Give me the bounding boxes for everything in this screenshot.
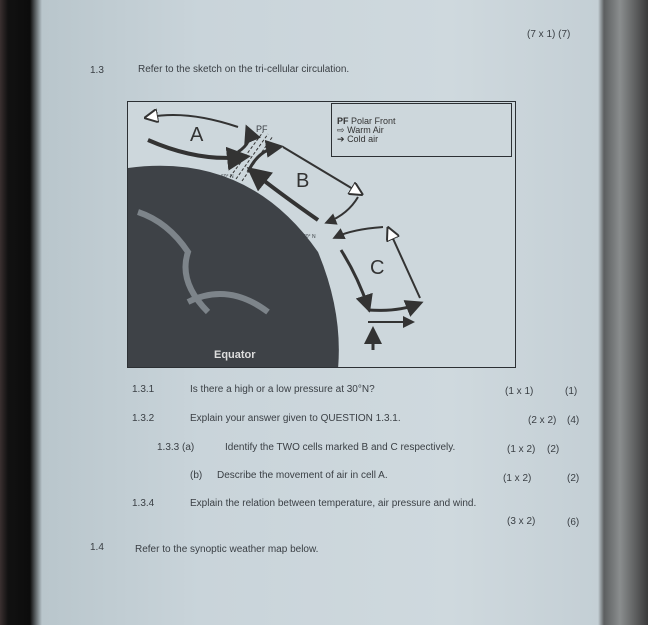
legend-item: ➔ Cold air bbox=[337, 134, 379, 144]
screen-photo: (7 x 1) (7) 1.3 Refer to the sketch on the tri-cellular circulation. A B C PF 60° N 30° N Equator PF Polar Front ⇨ Warm Air ➔ Cold air 1.3.1 Is there a high or a low pressure at 30°N? (1 x 1) (1) 1.3.2 Explain your answer given to QUESTION 1.3.1. (2 x 2) (4) 1.3.3 (a) Identify the TWO cells marked B and C respectively. (1 x 2) (2) (b) Describe the movement of air in cell A. (1 x 2) (2) 1.3.4 Explain the relation between temperature, air pressure and wind. (3 x 2) (6) 1.4 Refer to the synoptic weather map below. bbox=[0, 0, 648, 625]
legend-item: ⇨ Warm Air bbox=[337, 125, 384, 135]
equator-label: Equator bbox=[214, 349, 256, 361]
polar-front-label: PF bbox=[256, 124, 268, 134]
legend bbox=[331, 103, 512, 157]
warm-air-arrow-icon: ⇨ bbox=[337, 125, 345, 135]
cold-air-arrow-icon: ➔ bbox=[337, 134, 345, 144]
question-text: Refer to the sketch on the tri-cellular circulation. bbox=[138, 64, 350, 75]
marks-total: (7 x 1) (7) bbox=[527, 29, 571, 40]
question-text: Refer to the synoptic weather map below. bbox=[135, 544, 319, 555]
cell-c-label: C bbox=[370, 257, 385, 279]
lat-60-label: 60° N bbox=[221, 174, 234, 180]
lat-30-label: 30° N bbox=[303, 234, 316, 240]
cell-b-label: B bbox=[296, 170, 310, 192]
question-number: 1.4 bbox=[90, 542, 104, 553]
legend-item: PF Polar Front bbox=[337, 116, 396, 126]
question-number: 1.3 bbox=[90, 65, 104, 76]
earth-globe bbox=[128, 166, 339, 368]
tri-cellular-circulation-diagram bbox=[127, 101, 516, 368]
cell-a-label: A bbox=[190, 124, 204, 146]
